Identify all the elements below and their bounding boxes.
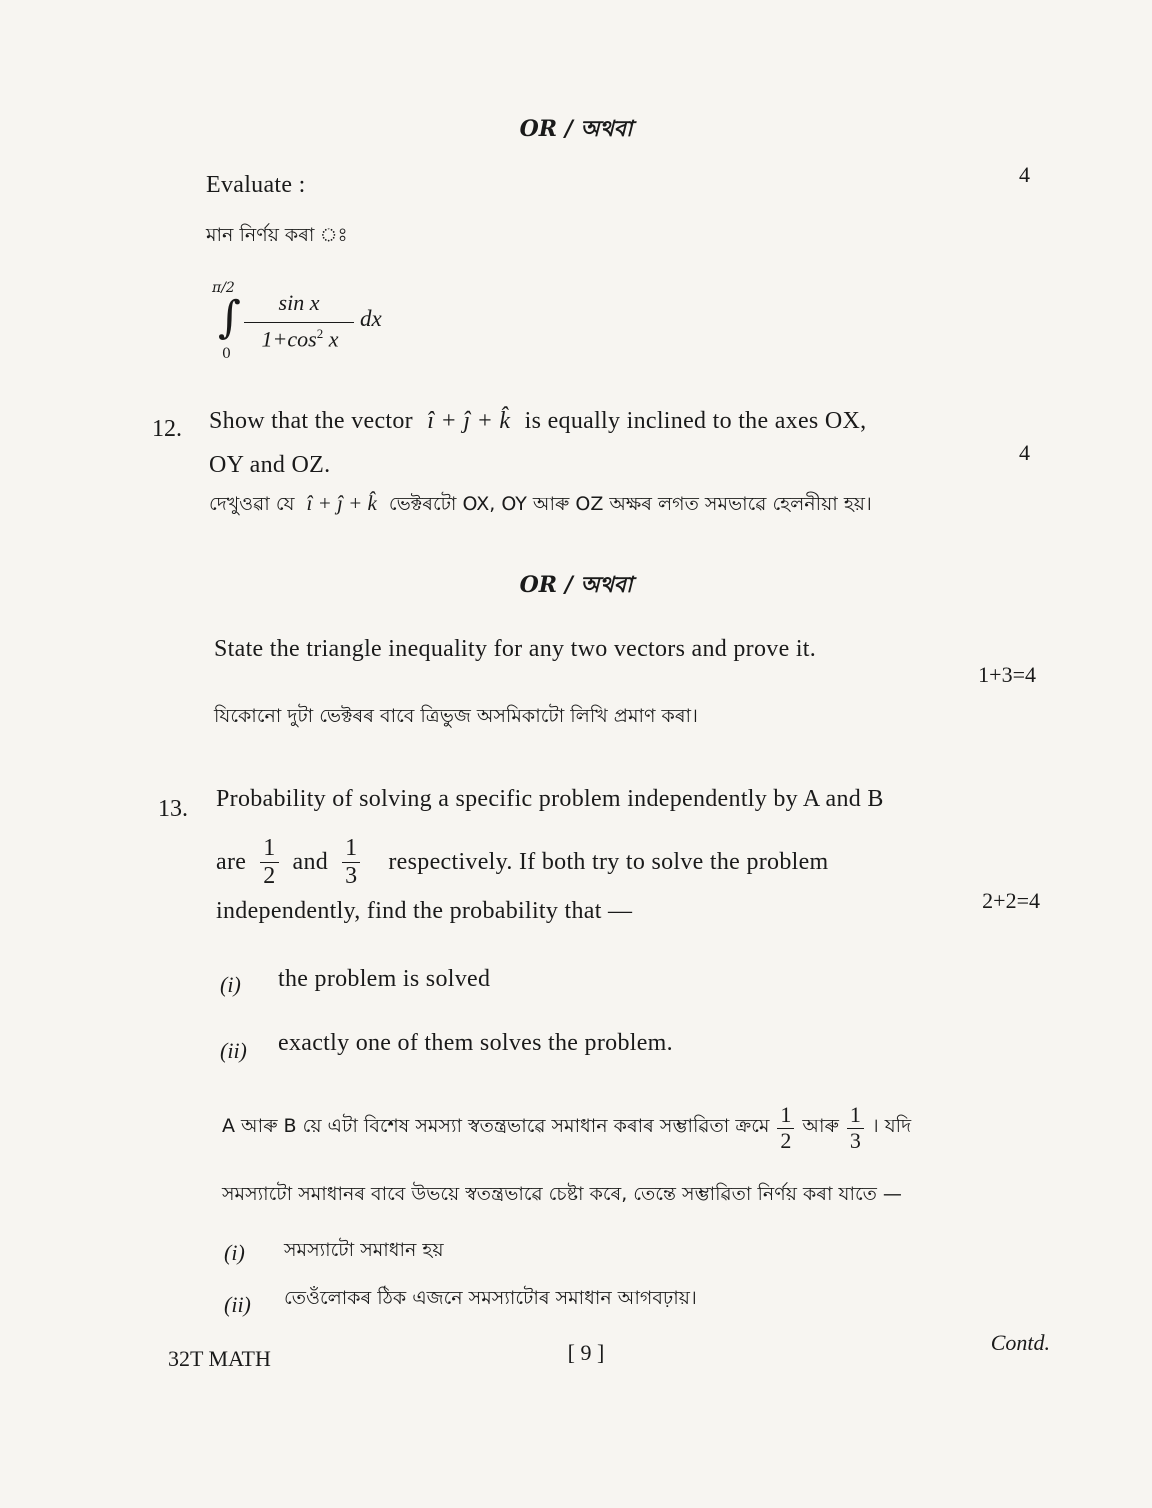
integral-differential: dx (360, 306, 382, 331)
fraction-one-half: $\frac{1}{2}$ (260, 835, 278, 889)
question-13-bn-line2: সমস্যাটো সমাধানৰ বাবে উভয়ে স্বতন্ত্ৰভাৱে চেষ্টা কৰে, তেন্তে সম্ভাৱিতা নিৰ্ণয় কৰা যাতে — (222, 1183, 902, 1205)
or-heading-2: OR / অথবা (519, 572, 633, 598)
footer-paper-code: 32T MATH (168, 1346, 271, 1371)
question-13-part-i-text: the problem is solved (278, 966, 491, 992)
question-13-line2: are $\frac{1}{2}$ and $\frac{1}{3}$ respectively. If both try to solve the problem (216, 835, 829, 889)
question-13-part-ii-label: (ii) (220, 1038, 247, 1063)
integral-lower-limit: 0 (222, 346, 231, 362)
question-13-bn-part-i-text: সমস্যাটো সমাধান হয় (284, 1239, 444, 1261)
question-12-line2: OY and OZ. (209, 452, 331, 478)
fraction-bar (244, 322, 354, 323)
question-13-bn-part-ii-label: (ii) (224, 1292, 251, 1317)
integral-expression (208, 280, 428, 370)
question-12-bn: দেখুওৱা যে î + ĵ + k̂ ভেক্টৰটো OX, OY আৰু OZ অক্ষৰ লগত সমভাৱে হেলনীয়া হয়। (209, 491, 872, 515)
question-12-marks: 4 (1019, 440, 1030, 465)
question-13-bn-part-i-label: (i) (224, 1240, 245, 1265)
question-13-bn-part-ii-text: তেওঁলোকৰ ঠিক এজনে সমস্যাটোৰ সমাধান আগবঢ়ায়। (284, 1287, 697, 1309)
question-13-part-i-label: (i) (220, 972, 241, 997)
question-13-line1: Probability of solving a specific problem independently by A and B (216, 786, 884, 812)
evaluate-label-bn: মান নিৰ্ণয় কৰা ঃ (206, 224, 348, 246)
question-12-alt-marks: 1+3=4 (978, 662, 1036, 687)
question-13-part-ii-text: exactly one of them solves the problem. (278, 1030, 673, 1056)
question-13-number: 13. (158, 796, 188, 822)
question-12-alt: State the triangle inequality for any two vectors and prove it. (214, 636, 817, 662)
integral-denominator: $1+\cos^2$ x (261, 326, 339, 352)
integral-numerator: sin x (278, 290, 320, 315)
bn-fraction-one-half: $\frac{1}{2}$ (777, 1103, 794, 1152)
question-12-alt-bn: যিকোনো দুটা ভেক্টৰৰ বাবে ত্ৰিভুজ অসমিকাটো লিখি প্ৰমাণ কৰা। (214, 705, 698, 727)
question-13-bn-line1: A আৰু B য়ে এটা বিশেষ সমস্যা স্বতন্ত্ৰভাৱে সমাধান কৰাৰ সম্ভাৱিতা ক্ৰমে $\frac{1}{2}$ আৰু $\frac{1}{3}$ । যদি (222, 1102, 912, 1153)
question-13-line3: independently, find the probability that — (216, 898, 633, 924)
footer-page-number: [ 9 ] (567, 1340, 605, 1365)
fraction-one-third: $\frac{1}{3}$ (342, 835, 360, 889)
evaluate-label: Evaluate : (206, 172, 306, 198)
footer-contd: Contd. (990, 1330, 1050, 1355)
question-12-line1: Show that the vector î + ĵ + k̂ is equally inclined to the axes OX, (209, 408, 867, 434)
or-heading-1: OR / অথবা (519, 116, 633, 142)
integral-upper-limit: π/2 (212, 280, 235, 296)
question-13-marks: 2+2=4 (982, 888, 1040, 913)
question-12-number: 12. (152, 416, 182, 442)
bn-fraction-one-third: $\frac{1}{3}$ (847, 1103, 864, 1152)
integral-sign: ∫ (218, 292, 241, 343)
evaluate-marks: 4 (1019, 162, 1030, 187)
